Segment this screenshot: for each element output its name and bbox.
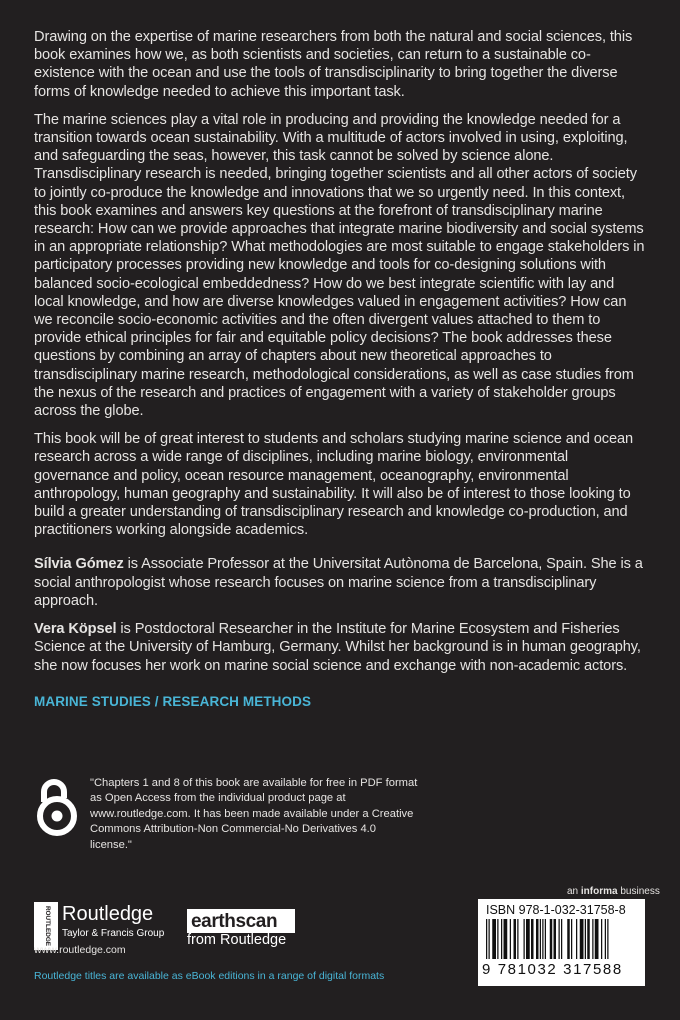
barcode-bar — [607, 919, 608, 959]
routledge-group: Taylor & Francis Group — [62, 928, 165, 939]
routledge-url: www.routledge.com — [34, 944, 126, 956]
barcode-bar — [510, 919, 511, 959]
barcode-bar — [489, 919, 490, 959]
back-cover-copy — [34, 28, 646, 685]
earthscan-wordmark: earthscan — [191, 911, 278, 932]
isbn-label: ISBN 978-1-032-31758-8 — [486, 903, 626, 917]
barcode-bar — [559, 919, 560, 959]
blurb-paragraph-1: Drawing on the expertise of marine researchers from both the natural and social sciences, this book examines how we, as both scientists and societies, can return to a sustainable co-existence with the ocean and use the tools of transdisciplinarity to bring together the diverse forms of knowledge needed to achieve this important task. — [34, 29, 633, 100]
earthscan-logo — [187, 909, 295, 933]
ebook-note: Routledge titles are available as eBook editions in a range of digital formats — [34, 970, 385, 982]
informa-prefix: an — [567, 886, 581, 897]
barcode-bar — [497, 919, 498, 959]
barcode-bar — [517, 919, 518, 959]
author-bio-2 — [34, 620, 646, 675]
barcode-bar — [536, 919, 539, 959]
barcode-bar — [492, 919, 496, 959]
barcode-bar — [587, 919, 590, 959]
blurb-paragraph-2: The marine sciences play a vital role in producing and providing the knowledge needed for a transition towards ocean sustainability. With a multitude of actors involved in using, exploiting, and safeguarding the seas, however, this task cannot be solved by science alone. Transdisciplinary research is needed, bringing together scientists and all other actors of society to jointly co-produce the knowledge and innovations that we so urgently need. In this context, this book examines and answers key questions at the forefront of transdisciplinary marine research: How can we provide approaches that integrate marine biodiversity and social systems in an appropriate relationship? What methodologies are most suitable to engage stakeholders in participatory processes providing new knowledge and tools for co-designing solutions with balanced socio-ecological embeddedness? How do we best integrate scientific with lay and local knowledge, and how are diverse knowledges valued in engagement activities? How can we reconcile socio-economic activities and the often divergent values attached to them to provide ethical principles for fair and equitable policy decisions? The book addresses these questions by combining an array of chapters about new theoretical approaches to transdisciplinary marine research, methodological considerations, as well as case studies from the nexus of the research and practices of engagement with a variety of stakeholder groups across the globe. — [34, 111, 645, 420]
author-bio-text: is Associate Professor at the Universitat Autònoma de Barcelona, Spain. She is a social anthropologist whose research focuses on marine science from a transdisciplinary approach. — [34, 556, 643, 609]
earthscan-from-routledge: from Routledge — [187, 932, 287, 948]
barcode-bar — [501, 919, 502, 959]
barcode-bar — [592, 919, 593, 959]
barcode-bar — [486, 919, 487, 959]
barcode-bar — [595, 919, 599, 959]
barcode-bar — [526, 919, 530, 959]
barcode-bar — [550, 919, 553, 959]
barcode-bar — [601, 919, 602, 959]
barcode-bars — [484, 919, 639, 963]
subject-category: MARINE STUDIES / RESEARCH METHODS — [34, 694, 312, 709]
barcode-bar — [514, 919, 517, 959]
barcode-bar — [545, 919, 546, 959]
barcode-bar — [561, 919, 562, 959]
routledge-logo-text: ROUTLEDGE — [44, 905, 51, 947]
barcode-bar — [542, 919, 543, 959]
open-access-note: "Chapters 1 and 8 of this book are available for free in PDF format as Open Access from the individual product page at www.routledge.com. It has been made available under a Creative Commons Attribution-Non Commercial-No Derivatives 4.0 license." — [90, 777, 418, 851]
barcode-bar — [605, 919, 606, 959]
author-name: Sílvia Gómez — [34, 556, 124, 573]
blurb-paragraph-3: This book will be of great interest to students and scholars studying marine science and ocean research across a wide range of disciplines, including marine biology, environmental governance and policy, ocean resource management, oceanography, environmental anthropology, human geography and sustainability. It will also be of interest to those looking to build a greater understanding of transdisciplinary research and knowledge co-production, and practitioners working alongside academics. — [34, 431, 634, 539]
isbn-barcode — [478, 899, 645, 986]
barcode-bar — [571, 919, 572, 959]
author-name: Vera Köpsel — [34, 621, 117, 638]
barcode-bar — [531, 919, 534, 959]
barcode-bar — [567, 919, 570, 959]
author-bio-1 — [34, 555, 646, 610]
barcode-digits: 9 781032 317588 — [482, 961, 623, 978]
barcode-bar — [504, 919, 508, 959]
informa-brand: informa — [580, 886, 618, 897]
barcode-bar — [554, 919, 557, 959]
routledge-name: Routledge — [62, 903, 154, 925]
barcode-bar — [580, 919, 584, 959]
barcode-bar — [585, 919, 586, 959]
open-access-icon — [34, 778, 80, 845]
informa-suffix: business — [617, 886, 660, 897]
barcode-bar — [540, 919, 541, 959]
barcode-bar — [576, 919, 577, 959]
barcode-bar — [524, 919, 525, 959]
informa-business-label — [567, 886, 660, 897]
author-bio-text: is Postdoctoral Researcher in the Institute for Marine Ecosystem and Fisheries Science at the University of Hamburg, Germany. Whilst her background is in human geography, she now focuses her work on marine social science and exchange with non-academic actors. — [34, 621, 641, 674]
